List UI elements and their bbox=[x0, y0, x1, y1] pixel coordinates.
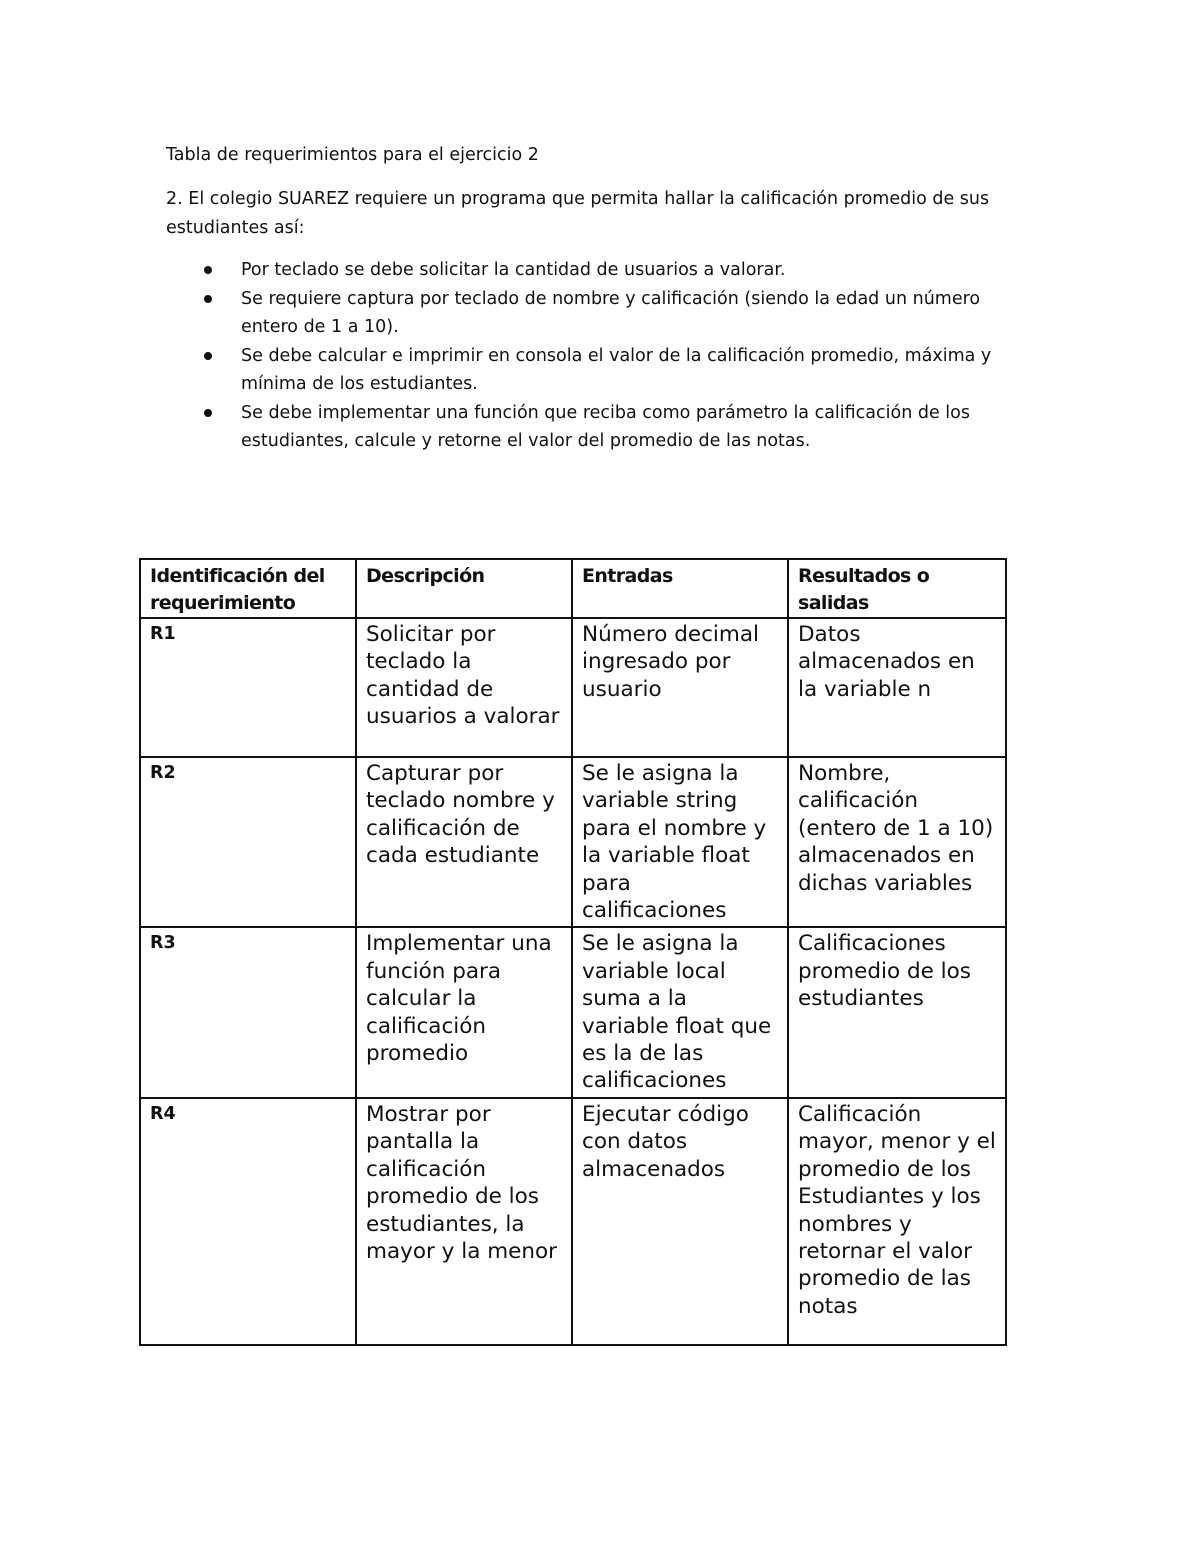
requirement-id: R3 bbox=[140, 927, 356, 1097]
requirement-outputs: Datos almacenados en la variable n bbox=[788, 618, 1006, 757]
requirement-inputs: Número decimal ingresado por usuario bbox=[572, 618, 788, 757]
requirement-description: Implementar una función para calcular la calificación promedio bbox=[356, 927, 572, 1097]
requirement-inputs: Ejecutar código con datos almacenados bbox=[572, 1098, 788, 1345]
table-row bbox=[140, 927, 1006, 1097]
list-item-text: Por teclado se debe solicitar la cantidad de usuarios a valorar. bbox=[241, 260, 786, 280]
requirement-id: R2 bbox=[140, 757, 356, 927]
requirement-outputs: Calificación mayor, menor y el promedio de los Estudiantes y los nombres y retornar el valor promedio de las notas bbox=[788, 1098, 1006, 1345]
requirement-description: Solicitar por teclado la cantidad de usuarios a valorar bbox=[356, 618, 572, 757]
requirement-id: R4 bbox=[140, 1098, 356, 1345]
requirement-description: Capturar por teclado nombre y calificación de cada estudiante bbox=[356, 757, 572, 927]
requirement-inputs: Se le asigna la variable local suma a la variable float que es la de las calificaciones bbox=[572, 927, 788, 1097]
requirements-list bbox=[241, 256, 1001, 456]
list-item bbox=[241, 256, 1001, 285]
header-inputs: Entradas bbox=[572, 559, 788, 618]
bullet-icon bbox=[204, 266, 212, 274]
table-header-row bbox=[140, 559, 1006, 618]
header-identification: Identificación del requerimiento bbox=[140, 559, 356, 618]
requirement-outputs: Nombre, calificación (entero de 1 a 10) almacenados en dichas variables bbox=[788, 757, 1006, 927]
header-description: Descripción bbox=[356, 559, 572, 618]
list-item bbox=[241, 285, 1001, 342]
bullet-icon bbox=[204, 352, 212, 360]
requirement-outputs: Calificaciones promedio de los estudiantes bbox=[788, 927, 1006, 1097]
intro-paragraph: 2. El colegio SUAREZ requiere un programa que permita hallar la calificación promedio de sus estudiantes así: bbox=[166, 189, 990, 238]
table-row bbox=[140, 757, 1006, 927]
requirements-table bbox=[139, 558, 1007, 1346]
document-title: Tabla de requerimientos para el ejercicio 2 bbox=[166, 145, 539, 165]
list-item-text: Se requiere captura por teclado de nombre y calificación (siendo la edad un número entero de 1 a 10). bbox=[241, 288, 981, 337]
list-item-text: Se debe calcular e imprimir en consola el valor de la calificación promedio, máxima y mínima de los estudiantes. bbox=[241, 345, 992, 394]
list-item-text: Se debe implementar una función que reciba como parámetro la calificación de los estudiantes, calcule y retorne el valor del promedio de las notas. bbox=[241, 402, 970, 451]
requirement-description: Mostrar por pantalla la calificación promedio de los estudiantes, la mayor y la menor bbox=[356, 1098, 572, 1345]
list-item bbox=[241, 399, 1001, 456]
requirement-inputs: Se le asigna la variable string para el nombre y la variable float para calificaciones bbox=[572, 757, 788, 927]
bullet-icon bbox=[204, 295, 212, 303]
table-row bbox=[140, 618, 1006, 757]
requirement-id: R1 bbox=[140, 618, 356, 757]
table-row bbox=[140, 1098, 1006, 1345]
bullet-icon bbox=[204, 409, 212, 417]
list-item bbox=[241, 342, 1001, 399]
header-outputs: Resultados o salidas bbox=[788, 559, 1006, 618]
